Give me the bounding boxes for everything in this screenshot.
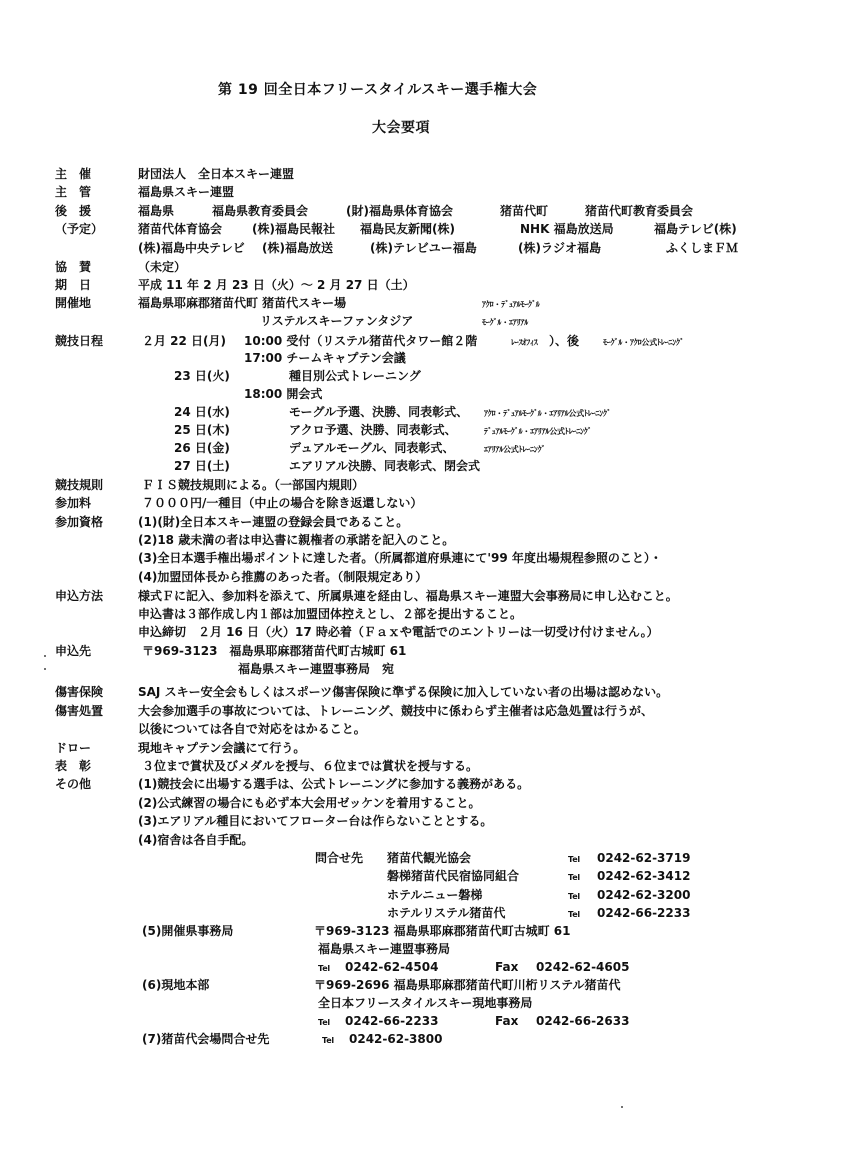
hq-tel: 0242-66-2233 bbox=[345, 1014, 439, 1028]
draw-value: 現地キャプテン会議にて行う。 bbox=[138, 741, 306, 755]
hq-fax: 0242-66-2633 bbox=[536, 1014, 630, 1028]
schedule-note: ﾃﾞｭｱﾙﾓｰｸﾞﾙ・ｴｱﾘｱﾙ公式ﾄﾚｰﾆﾝｸﾞ bbox=[484, 427, 592, 436]
document-title: 第 19 回全日本フリースタイルスキー選手権大会 bbox=[218, 82, 538, 98]
apply-method-line: 申込書は３部作成し内１部は加盟団体控えとし、２部を提出すること。 bbox=[138, 607, 523, 621]
support-item: 猪苗代体育協会 bbox=[138, 222, 223, 236]
other-item: (3)エアリアル種目においてフローター台は作らないこととする。 bbox=[138, 814, 493, 828]
other-item: (1)競技会に出場する選手は、公式トレーニングに参加する義務がある。 bbox=[138, 777, 530, 791]
host-value: 財団法人 全日本スキー連盟 bbox=[138, 167, 295, 181]
venue-line1-note: ｱｸﾛ・ﾃﾞｭｱﾙﾓｰｸﾞﾙ bbox=[482, 300, 540, 309]
eligibility-item: (4)加盟団体長から推薦のあった者。（制限規定あり） bbox=[138, 570, 428, 584]
support-item: 猪苗代町 bbox=[500, 204, 549, 218]
schedule-note: ｱｸﾛ・ﾃﾞｭｱﾙﾓｰｸﾞﾙ・ｴｱﾘｱﾙ公式ﾄﾚｰﾆﾝｸﾞ bbox=[484, 409, 611, 418]
lodging-tel-label: Tel bbox=[568, 892, 580, 901]
office-tel: 0242-62-4504 bbox=[345, 960, 439, 974]
label-draw: ドロー bbox=[55, 741, 92, 755]
label-fee: 参加料 bbox=[55, 496, 92, 510]
schedule-text: ）、後 bbox=[549, 334, 580, 348]
schedule-text: エアリアル決勝、同表彰式、閉会式 bbox=[289, 459, 481, 473]
schedule-date: 24 日(水) bbox=[174, 405, 230, 419]
label-insurance: 傷害保険 bbox=[55, 685, 104, 699]
venue-line2-note: ﾓｰｸﾞﾙ・ｴｱﾘｱﾙ bbox=[482, 318, 528, 327]
lodging-tel: 0242-62-3200 bbox=[597, 888, 691, 902]
label-organizer: 主 管 bbox=[55, 185, 92, 199]
cooperation-value: （未定） bbox=[138, 260, 187, 274]
label-rules: 競技規則 bbox=[55, 478, 104, 492]
label-schedule: 競技日程 bbox=[55, 334, 104, 348]
apply-to-name: 福島県スキー連盟事務局 宛 bbox=[238, 662, 395, 676]
lodging-tel-label: Tel bbox=[568, 855, 580, 864]
lodging-tel: 0242-66-2233 bbox=[597, 906, 691, 920]
support-item: ふくしまＦＭ bbox=[666, 241, 739, 255]
hq-name: 全日本フリースタイルスキー現地事務局 bbox=[318, 996, 533, 1010]
schedule-text: 17:00 チームキャプテン会議 bbox=[244, 351, 406, 365]
schedule-text: モーグル予選、決勝、同表彰式、 bbox=[289, 405, 469, 419]
eligibility-item: (2)18 歳未満の者は申込書に親権者の承諾を記入のこと。 bbox=[138, 533, 455, 547]
apply-method-line: 様式Ｆに記入、参加料を添えて、所属県連を経由し、福島県スキー連盟大会事務局に申し込むこと。 bbox=[138, 589, 678, 603]
schedule-note: ｴｱﾘｱﾙ公式ﾄﾚｰﾆﾝｸﾞ bbox=[484, 445, 546, 454]
hq-label: (6)現地本部 bbox=[142, 978, 210, 992]
support-item: (株)福島放送 bbox=[262, 241, 333, 255]
schedule-date: 27 日(土) bbox=[174, 459, 230, 473]
office-fax: 0242-62-4605 bbox=[536, 960, 630, 974]
lodging-tel-label: Tel bbox=[568, 873, 580, 882]
scan-speck bbox=[44, 655, 46, 657]
label-eligibility: 参加資格 bbox=[55, 515, 104, 529]
support-item: NHK 福島放送局 bbox=[520, 222, 614, 236]
hq-tel-label: Tel bbox=[318, 1018, 330, 1027]
support-item: 福島テレビ(株) bbox=[654, 222, 737, 236]
venue-line1: 福島県耶麻郡猪苗代町 猪苗代スキー場 bbox=[138, 296, 347, 310]
label-planned: （予定） bbox=[55, 222, 104, 236]
venue-contact-tel: 0242-62-3800 bbox=[349, 1032, 443, 1046]
support-item: (財)福島県体育協会 bbox=[346, 204, 453, 218]
support-item: (株)福島中央テレビ bbox=[138, 241, 245, 255]
lodging-name: ホテルニュー磐梯 bbox=[387, 888, 483, 902]
label-period: 期 日 bbox=[55, 278, 92, 292]
scan-speck bbox=[44, 668, 46, 670]
label-cooperation: 協 賛 bbox=[55, 260, 92, 274]
lodging-label: 問合せ先 bbox=[315, 851, 364, 865]
scan-speck bbox=[621, 1106, 623, 1108]
label-apply-to: 申込先 bbox=[55, 644, 92, 658]
office-address: 〒969-3123 福島県耶麻郡猪苗代町古城町 61 bbox=[314, 924, 571, 938]
support-item: 福島民友新聞(株) bbox=[360, 222, 455, 236]
organizer-value: 福島県スキー連盟 bbox=[138, 185, 235, 199]
venue-contact-label: (7)猪苗代会場問合せ先 bbox=[142, 1032, 270, 1046]
eligibility-item: (3)全日本選手権出場ポイントに達した者。（所属都道府県連にて'99 年度出場規程参照のこと）・ bbox=[138, 551, 662, 565]
support-item: 福島県教育委員会 bbox=[212, 204, 309, 218]
rules-value: ＦＩＳ競技規則による。（一部国内規則） bbox=[142, 478, 365, 492]
support-item: 福島県 bbox=[138, 204, 175, 218]
support-item: 猪苗代町教育委員会 bbox=[585, 204, 694, 218]
period-value: 平成 11 年 2 月 23 日（火）～ 2 月 27 日（土） bbox=[138, 278, 415, 292]
label-venue: 開催地 bbox=[55, 296, 92, 310]
hq-fax-label: Fax bbox=[495, 1014, 519, 1028]
apply-method-line: 申込締切 ２月 16 日（火）17 時必着（Ｆａｘや電話でのエントリーは一切受け付けません。） bbox=[138, 625, 659, 639]
lodging-name: 磐梯猪苗代民宿協同組合 bbox=[387, 869, 520, 883]
office-name: 福島県スキー連盟事務局 bbox=[318, 942, 451, 956]
lodging-tel: 0242-62-3412 bbox=[597, 869, 691, 883]
other-item: (4)宿舎は各自手配。 bbox=[138, 833, 254, 847]
lodging-name: 猪苗代観光協会 bbox=[387, 851, 472, 865]
injury-line: 以後については各自で対応をはかること。 bbox=[138, 722, 366, 736]
schedule-date: 23 日(火) bbox=[174, 369, 230, 383]
lodging-name: ホテルリステル猪苗代 bbox=[387, 906, 506, 920]
award-value: ３位まで賞状及びメダルを授与、６位までは賞状を授与する。 bbox=[142, 759, 479, 773]
label-host: 主 催 bbox=[55, 167, 92, 181]
schedule-note: ﾓｰｸﾞﾙ・ｱｸﾛ公式ﾄﾚｰﾆﾝｸﾞ bbox=[603, 338, 684, 347]
hq-address: 〒969-2696 福島県耶麻郡猪苗代町川桁リステル猪苗代 bbox=[314, 978, 621, 992]
office-label: (5)開催県事務局 bbox=[142, 924, 234, 938]
schedule-text: 種目別公式トレーニング bbox=[289, 369, 421, 383]
schedule-text: 10:00 受付（リステル猪苗代タワー館２階 bbox=[244, 334, 478, 348]
label-support: 後 援 bbox=[55, 204, 92, 218]
schedule-date: ２月 22 日(月) bbox=[142, 334, 227, 348]
label-other: その他 bbox=[55, 777, 92, 791]
schedule-date: 25 日(木) bbox=[174, 423, 230, 437]
lodging-tel-label: Tel bbox=[568, 910, 580, 919]
label-injury: 傷害処置 bbox=[55, 704, 104, 718]
support-item: (株)テレビユー福島 bbox=[370, 241, 477, 255]
office-tel-label: Tel bbox=[318, 964, 330, 973]
schedule-text: デュアルモーグル、同表彰式、 bbox=[289, 441, 455, 455]
label-award: 表 彰 bbox=[55, 759, 92, 773]
schedule-date: 26 日(金) bbox=[174, 441, 230, 455]
other-item: (2)公式練習の場合にも必ず本大会用ゼッケンを着用すること。 bbox=[138, 796, 481, 810]
apply-to-address: 〒969-3123 福島県耶麻郡猪苗代町古城町 61 bbox=[142, 644, 407, 658]
lodging-tel: 0242-62-3719 bbox=[597, 851, 691, 865]
schedule-text: アクロ予選、決勝、同表彰式、 bbox=[289, 423, 457, 437]
schedule-text: 18:00 開会式 bbox=[244, 387, 323, 401]
document-subtitle: 大会要項 bbox=[372, 120, 430, 136]
injury-line: 大会参加選手の事故については、トレーニング、競技中に係わらず主催者は応急処置は行うが、 bbox=[138, 704, 654, 718]
label-apply-method: 申込方法 bbox=[55, 589, 104, 603]
support-item: (株)ラジオ福島 bbox=[518, 241, 601, 255]
fee-value: ７０００円/一種目（中止の場合を除き返還しない） bbox=[142, 496, 423, 510]
office-fax-label: Fax bbox=[495, 960, 519, 974]
venue-line2: リステルスキーファンタジア bbox=[260, 314, 414, 328]
eligibility-item: (1)(財)全日本スキー連盟の登録会員であること。 bbox=[138, 515, 409, 529]
venue-contact-tel-label: Tel bbox=[322, 1036, 334, 1045]
insurance-value: SAJ スキー安全会もしくはスポーツ傷害保険に準ずる保険に加入していない者の出場は認めない。 bbox=[138, 685, 669, 699]
support-item: (株)福島民報社 bbox=[252, 222, 335, 236]
schedule-note: ﾚｰｽｵﾌｨｽ bbox=[511, 338, 538, 347]
